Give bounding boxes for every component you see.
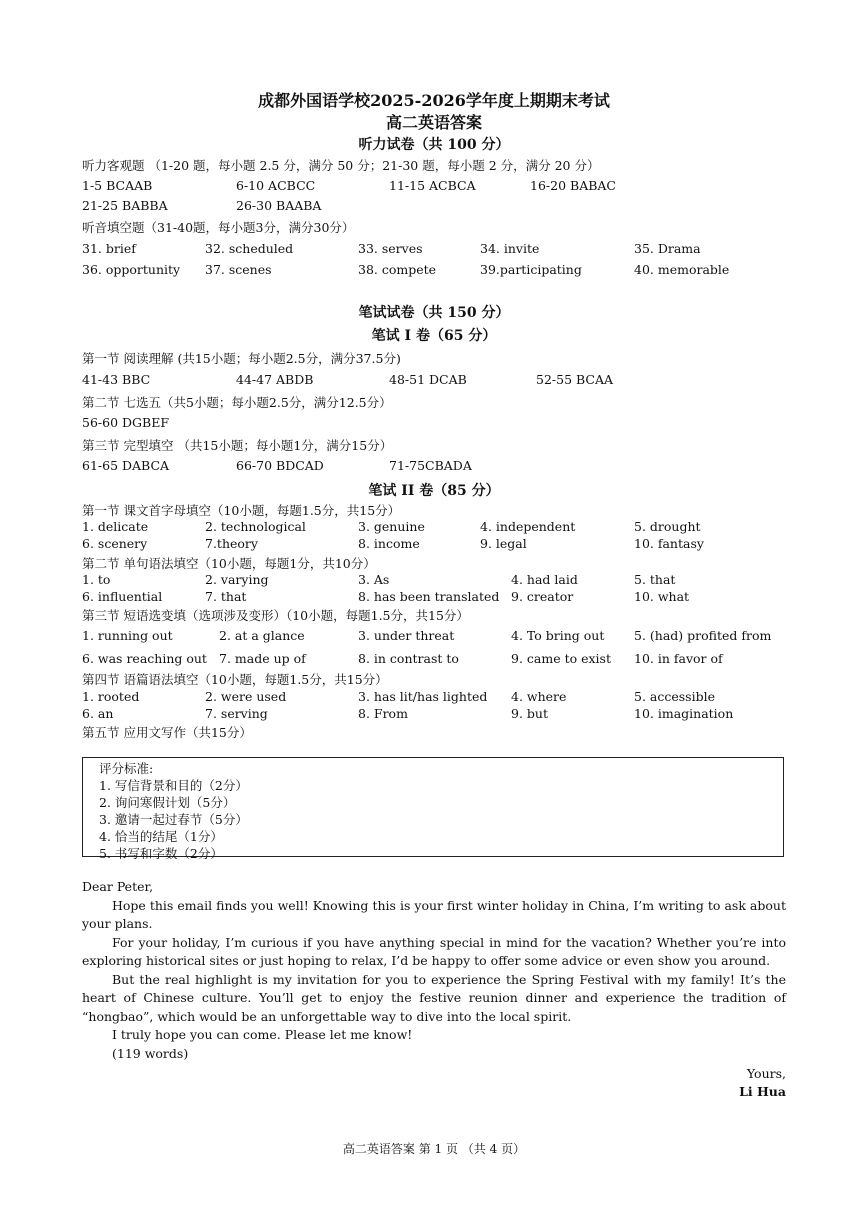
letter-salutation: Dear Peter, — [82, 879, 154, 894]
scoring-rubric-box — [82, 757, 784, 861]
answer-item: 7.theory — [205, 536, 258, 551]
answer-item: 10. fantasy — [634, 536, 704, 551]
answer-item: 10. what — [634, 589, 690, 604]
answer-group: 52-55 BCAA — [536, 372, 614, 387]
answer-item: 2. technological — [205, 519, 306, 534]
answer-item: 6. was reaching out — [82, 651, 207, 666]
answer-group: 44-47 ABDB — [236, 372, 314, 387]
answer-group: 48-51 DCAB — [389, 372, 467, 387]
answer-item: 3. under threat — [358, 628, 455, 643]
letter-paragraph: Hope this email finds you well! Knowing this is your first winter holiday in China, I’m writing to ask about your plans. — [82, 897, 786, 931]
rubric-heading: 评分标准: — [99, 761, 154, 776]
answer-item: 5. accessible — [634, 689, 715, 704]
phrase-fill-desc: 第三节 短语选变填（选项涉及变形）（10小题，每题1.5分，共15分） — [82, 608, 469, 623]
answer-item: 32. scheduled — [205, 241, 294, 256]
letter-paragraph: I truly hope you can come. Please let me know! — [112, 1027, 413, 1042]
answer-group: 1-5 BCAAB — [82, 178, 153, 193]
answer-item: 34. invite — [480, 241, 540, 256]
answer-item: 1. running out — [82, 628, 173, 643]
answer-group: 6-10 ACBCC — [236, 178, 316, 193]
phrase-fill-row-1 — [82, 628, 802, 646]
answer-group: 26-30 BAABA — [236, 198, 322, 213]
answer-item: 39.participating — [480, 262, 582, 277]
sample-letter — [82, 878, 786, 1063]
cloze-desc: 第三节 完型填空 （共15小题；每小题1分，满分15分） — [82, 438, 393, 453]
answer-item: 8. From — [358, 706, 408, 721]
word-fill-row-2 — [82, 536, 802, 554]
answer-item: 2. were used — [205, 689, 287, 704]
answer-item: 6. an — [82, 706, 114, 721]
rubric-item: 1. 写信背景和目的（2分） — [99, 778, 248, 793]
writing-section-desc: 第五节 应用文写作（共15分） — [82, 725, 252, 740]
answer-item: 9. but — [511, 706, 548, 721]
answer-item: 10. in favor of — [634, 651, 723, 666]
seven-choice-desc: 第二节 七选五（共5小题；每小题2.5分，满分12.5分） — [82, 395, 392, 410]
listening-objective-desc: 听力客观题 （1-20 题，每小题 2.5 分，满分 50 分；21-30 题，每小题 2 分，满分 20 分） — [82, 158, 600, 173]
answer-item: 37. scenes — [205, 262, 272, 277]
answer-item: 38. compete — [358, 262, 437, 277]
answer-item: 5. drought — [634, 519, 701, 534]
page-footer: 高二英语答案 第 1 页 （共 4 页） — [342, 1142, 526, 1156]
listening-fill-row-2 — [82, 262, 802, 280]
answer-item: 6. influential — [82, 589, 163, 604]
passage-grammar-row-1 — [82, 689, 802, 707]
passage-grammar-desc: 第四节 语篇语法填空（10小题，每题1.5分，共15分） — [82, 672, 388, 687]
answer-group: 41-43 BBC — [82, 372, 151, 387]
answer-item: 7. made up of — [219, 651, 306, 666]
word-fill-row-1 — [82, 519, 802, 537]
answer-item: 8. income — [358, 536, 420, 551]
listening-fill-desc: 听音填空题（31-40题，每小题3分，满分30分） — [82, 220, 355, 235]
answer-item: 33. serves — [358, 241, 423, 256]
rubric-item: 2. 询问寒假计划（5分） — [99, 795, 236, 810]
written-section-title: 笔试试卷（共 150 分） — [358, 305, 510, 321]
part2-title: 笔试 II 卷（85 分） — [368, 483, 500, 499]
cloze-answers-row — [82, 458, 802, 476]
letter-closing: Yours, — [746, 1066, 786, 1081]
listening-fill-row-1 — [82, 241, 802, 259]
answer-group: 21-25 BABBA — [82, 198, 168, 213]
part1-title: 笔试 I 卷（65 分） — [371, 328, 497, 344]
letter-paragraph: For your holiday, I’m curious if you have anything special in mind for the vacation? Whether you’re into exploring historical sites or just hoping to relax, I’d be happy to offer some advice or even show you around. — [82, 934, 786, 968]
grammar-fill-desc: 第二节 单句语法填空（10小题，每题1分，共10分） — [82, 556, 376, 571]
answer-group: 56-60 DGBEF — [82, 415, 169, 430]
phrase-fill-row-2 — [82, 651, 802, 669]
answer-group: 61-65 DABCA — [82, 458, 170, 473]
exam-title: 成都外国语学校2025-2026学年度上期期末考试 — [258, 91, 610, 110]
answer-item: 3. genuine — [358, 519, 425, 534]
answer-item: 8. has been translated — [358, 589, 500, 604]
answer-item: 9. creator — [511, 589, 574, 604]
reading-answers-row — [82, 372, 802, 390]
answer-item: 40. memorable — [634, 262, 730, 277]
passage-grammar-row-2 — [82, 706, 802, 724]
answer-item: 1. delicate — [82, 519, 149, 534]
answer-item: 2. at a glance — [219, 628, 305, 643]
answer-group: 11-15 ACBCA — [389, 178, 476, 193]
answer-group: 66-70 BDCAD — [236, 458, 324, 473]
answer-item: 35. Drama — [634, 241, 701, 256]
listening-objective-row-1 — [82, 178, 802, 196]
reading-section-desc: 第一节 阅读理解 (共15小题；每小题2.5分，满分37.5分) — [82, 351, 401, 366]
answer-group: 16-20 BABAC — [530, 178, 616, 193]
rubric-item: 5. 书写和字数（2分） — [99, 846, 223, 861]
answer-item: 31. brief — [82, 241, 136, 256]
answer-item: 3. has lit/has lighted — [358, 689, 488, 704]
answer-item: 5. (had) profited from — [634, 628, 772, 643]
answer-item: 9. came to exist — [511, 651, 611, 666]
answer-item: 5. that — [634, 572, 676, 587]
grammar-fill-row-1 — [82, 572, 802, 590]
answer-item: 9. legal — [480, 536, 527, 551]
answer-item: 3. As — [358, 572, 390, 587]
answer-item: 2. varying — [205, 572, 269, 587]
rubric-item: 4. 恰当的结尾（1分） — [99, 829, 223, 844]
seven-choice-answers-row — [82, 415, 802, 433]
listening-section-title: 听力试卷（共 100 分） — [358, 137, 510, 153]
letter-paragraph: But the real highlight is my invitation for you to experience the Spring Festival with my family! It’s the heart of Chinese culture. You’ll get to enjoy the festive reunion dinner and experience the tradition of “hongbao”, which would be an unforgettable way to dive into the local spirit. — [82, 971, 786, 1024]
answer-item: 6. scenery — [82, 536, 148, 551]
answer-item: 7. serving — [205, 706, 268, 721]
letter-signature: Li Hua — [739, 1084, 786, 1099]
grammar-fill-row-2 — [82, 589, 802, 607]
answer-group: 71-75CBADA — [389, 458, 472, 473]
answer-item: 4. where — [511, 689, 567, 704]
answer-item: 36. opportunity — [82, 262, 181, 277]
word-fill-desc: 第一节 课文首字母填空（10小题，每题1.5分，共15分） — [82, 503, 401, 518]
answer-item: 7. that — [205, 589, 247, 604]
word-count: (119 words) — [112, 1045, 189, 1061]
listening-objective-row-2 — [82, 198, 802, 216]
rubric-item: 3. 邀请一起过春节（5分） — [99, 812, 248, 827]
answer-item: 4. independent — [480, 519, 576, 534]
exam-subtitle: 高二英语答案 — [385, 113, 482, 132]
answer-item: 10. imagination — [634, 706, 734, 721]
answer-item: 1. rooted — [82, 689, 140, 704]
answer-item: 1. to — [82, 572, 111, 587]
answer-item: 4. had laid — [511, 572, 578, 587]
answer-item: 8. in contrast to — [358, 651, 459, 666]
answer-item: 4. To bring out — [511, 628, 605, 643]
